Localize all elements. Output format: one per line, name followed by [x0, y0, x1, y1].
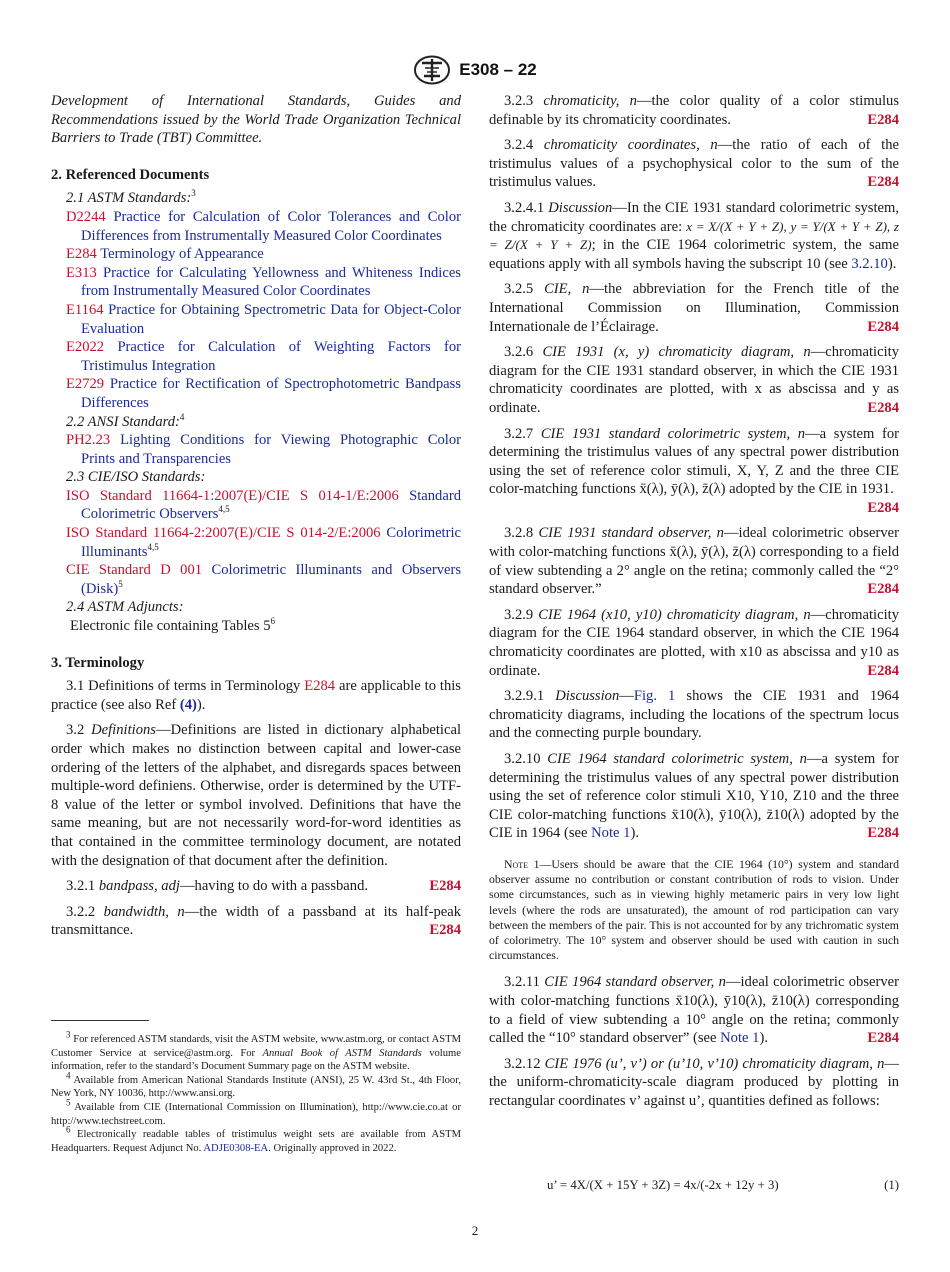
- text: Available from American National Standards Institute (ANSI), 25 W. 43rd St., 4th Floor, New York, NY 10036, http://www.ansi.org.: [51, 1074, 461, 1100]
- note-link[interactable]: Note 1: [591, 825, 631, 842]
- text: Annual Book of ASTM Standards: [262, 1047, 422, 1059]
- reference-title[interactable]: Colorimetric Illuminants: [81, 525, 461, 560]
- footnote-5: $^5$ Available from CIE (International Commission on Illumination), http://www.cie.co.at or http://www.techstreet.com.: [51, 1097, 461, 1127]
- term: CIE 1964 (x10, y10) chromaticity diagram, n: [538, 606, 811, 623]
- term: CIE 1931 standard observer, n: [538, 525, 724, 542]
- reference-title[interactable]: Practice for Calculation of Color Tolerances and Color Differences from Instrumentally Measured Color Coordinates: [81, 208, 461, 244]
- astm-logo-icon: [413, 55, 451, 85]
- definition-text: —the color quality of a color stimulus definable by its chromaticity coordinates.: [489, 93, 900, 128]
- term: chromaticity coordinates, n: [543, 137, 718, 154]
- e284-link[interactable]: E284: [867, 399, 899, 416]
- clause-number: 3.2.8: [504, 525, 539, 542]
- e284-link[interactable]: E284: [867, 825, 899, 842]
- section-3-title: 3. Terminology: [51, 654, 145, 671]
- astm-adjuncts-heading: [51, 598, 461, 617]
- reference-entry[interactable]: [51, 431, 461, 468]
- definition-text: —chromaticity diagram for the CIE 1931 standard observer, in which the CIE 1931 chromaticity coordinates are plotted, with x as abscissa and y as ordinate.: [489, 344, 899, 416]
- reference-title[interactable]: Lighting Conditions for Viewing Photographic Color Prints and Transparencies: [81, 432, 461, 467]
- definition-3-2-9: [489, 606, 899, 680]
- adjunct-link[interactable]: ADJE0308-EA: [203, 1142, 269, 1154]
- adjunct-entry: [51, 617, 461, 636]
- reference-code[interactable]: CIE Standard D 001: [66, 562, 203, 579]
- footnote-ref[interactable]: 4,5: [147, 541, 159, 552]
- definition-text: —chromaticity diagram for the CIE 1964 standard observer, in which the CIE 1964 chromaticity coordinates are plotted, with x10 as abscissa and y10 as ordinate.: [489, 606, 899, 679]
- text: ).: [887, 255, 897, 272]
- reference-entry[interactable]: [51, 301, 461, 338]
- e284-link[interactable]: E284: [867, 1030, 899, 1047]
- clause-number: 3.2.10: [504, 751, 548, 767]
- reference-link[interactable]: (4): [179, 696, 197, 713]
- equation-text: u’ = 4X/(X + 15Y + 3Z) = 4x/(-2x + 12y + 3): [547, 1178, 779, 1192]
- text: 3.1 Definitions of terms in Terminology: [66, 678, 305, 695]
- e284-link[interactable]: E284: [867, 174, 899, 191]
- definition-3-2-11: [489, 973, 899, 1047]
- definition-3-2-4: [489, 136, 899, 192]
- text: —: [619, 688, 634, 705]
- e284-link[interactable]: E284: [867, 111, 899, 128]
- reference-title[interactable]: Practice for Calculation of Weighting Factors for Tristimulus Integration: [81, 339, 461, 374]
- document-id: E308 – 22: [459, 59, 537, 79]
- definition-text: —ideal colorimetric observer with color-matching functions x̄(λ), ȳ(λ), z̄(λ) corresponding to a field of view subtending a 2° angle on the retina; commonly called the “2° standard observer.”: [489, 525, 899, 598]
- reference-entry[interactable]: [51, 208, 461, 245]
- clause-number: 3.2.9.1: [504, 688, 556, 705]
- text: —In the CIE 1931 standard colorimetric system, the chromaticity coordinates are:: [489, 199, 900, 235]
- reference-code[interactable]: D2244: [66, 208, 106, 225]
- term: CIE 1976 (u’, v’) or (u’10, v’10) chromaticity diagram, n: [544, 1055, 885, 1072]
- reference-entry[interactable]: [51, 524, 461, 561]
- footnote-ref[interactable]: 5: [118, 578, 123, 589]
- e284-link[interactable]: E284: [867, 318, 899, 335]
- paragraph-3-1: [51, 677, 461, 714]
- e284-link[interactable]: E284: [429, 878, 461, 895]
- clause-number: 3.2: [66, 722, 92, 739]
- astm-adjuncts-label: 2.4 ASTM Adjuncts:: [66, 599, 184, 616]
- definition-3-2-1: [51, 877, 461, 896]
- footnote-ref[interactable]: 3: [191, 188, 196, 199]
- footnote-ref[interactable]: 6: [270, 616, 276, 627]
- term: bandpass, adj: [98, 878, 180, 895]
- definition-3-2-12: [489, 1055, 899, 1111]
- clause-number: 3.2.5: [504, 281, 545, 298]
- reference-entry[interactable]: [51, 561, 461, 598]
- left-column: [51, 92, 461, 947]
- reference-code[interactable]: ISO Standard 11664-2:2007(E)/CIE S 014-2/E:2006: [66, 525, 381, 542]
- text: ; in the CIE 1964 colorimetric system, the same equations apply with all symbols having the subscript 10 (see: [489, 237, 900, 272]
- intro-text: Development of International Standards, Guides and Recommendations issued by the World Trade Organization Technical Barriers to Trade (TBT) Committee.: [51, 93, 461, 147]
- text: ).: [630, 825, 639, 842]
- adjunct-text: Electronic file containing Tables 5: [70, 618, 271, 635]
- footnote-3: $^3$ For referenced ASTM standards, visit the ASTM website, www.astm.org, or contact ASTM Customer Service at service@astm.org. For Annual Book of ASTM Standards volume information, refer to the standard’s Document Summary page on the ASTM website.: [51, 1029, 462, 1073]
- text: Electronically readable tables of tristimulus weight sets are available from ASTM Headquarters. Request Adjunct No.: [51, 1129, 461, 1154]
- reference-code[interactable]: E1164: [66, 301, 104, 318]
- clause-number: 3.2.1: [66, 878, 99, 895]
- definition-3-2-3: [489, 92, 899, 129]
- cie-iso-standards-label: 2.3 CIE/ISO Standards:: [66, 469, 206, 486]
- e284-link[interactable]: E284: [867, 662, 899, 679]
- reference-code[interactable]: PH2.23: [66, 432, 111, 449]
- definition-3-2-6: [489, 343, 899, 417]
- astm-standards-heading: [51, 189, 461, 208]
- clause-number: 3.2.4: [504, 137, 544, 154]
- e284-link[interactable]: E284: [867, 581, 899, 598]
- term: Discussion: [555, 688, 620, 705]
- section-2-title: 2. Referenced Documents: [51, 166, 210, 183]
- cie-iso-standards-heading: [51, 468, 461, 487]
- definition-3-2-2: [51, 903, 461, 940]
- astm-reference-list: [51, 208, 461, 413]
- reference-code[interactable]: E2729: [66, 376, 105, 393]
- definition-text: —Definitions are listed in dictionary alphabetical order which makes no distinction between capital and lower-case ordering of the letters of the alphabet, and disregards spaces between multiple-word definiens. Otherwise, order is determined by the UTF-8 value of the letter or symbol involved. Definitions that have the same meaning, but are not necessarily word-for-word identities as that contained in the committee terminology document, are notated with the designation of that document after the definition.: [51, 722, 461, 869]
- ansi-standard-heading: [51, 413, 461, 432]
- equation-1: [489, 1176, 899, 1195]
- reference-entry[interactable]: [51, 338, 461, 375]
- footnote-divider: [51, 1020, 149, 1021]
- footnote-ref[interactable]: 4: [179, 411, 185, 422]
- reference-code[interactable]: E2022: [66, 339, 105, 356]
- footnote-4: $^4$ Available from American National Standards Institute (ANSI), 25 W. 43rd St., 4th Floor, New York, NY 10036, http://www.ansi.org.: [51, 1070, 461, 1100]
- term: Discussion: [548, 199, 613, 216]
- reference-title[interactable]: Terminology of Appearance: [100, 246, 264, 263]
- equation-number: (1): [884, 1178, 899, 1192]
- definition-text: —the ratio of each of the tristimulus values of a psychophysical color to the sum of the tristimulus values.: [489, 137, 899, 191]
- right-column: [489, 92, 899, 1111]
- note-1: [489, 857, 899, 963]
- reference-title[interactable]: Practice for Rectification of Spectrophotometric Bandpass Differences: [81, 376, 461, 411]
- definition-text: —having to do with a passband.: [179, 878, 369, 895]
- reference-title[interactable]: Practice for Obtaining Spectrometric Data for Object-Color Evaluation: [81, 301, 461, 337]
- definition-text: —the abbreviation for the French title of the International Commission on Illumination, Commission Internationale de l’Éclairage.: [489, 281, 899, 335]
- term: Definitions: [91, 722, 156, 739]
- ansi-standard-label: 2.2 ANSI Standard:: [66, 413, 180, 430]
- inline-equation: x = X/(X + Y + Z), y = Y/(X + Y + Z), z = Z/(X + Y + Z): [489, 218, 899, 253]
- clause-number: 3.2.6: [504, 344, 543, 361]
- clause-number: 3.2.4.1: [504, 199, 549, 216]
- reference-code[interactable]: E313: [66, 264, 97, 281]
- definition-text: —ideal colorimetric observer with color-matching functions x̄10(λ), ȳ10(λ), z̄10(λ) corresponding to a field of view subtending a 10° angle on the retina; commonly called the “10° standard observer” (see: [489, 974, 900, 1047]
- reference-title[interactable]: Standard Colorimetric Observers: [81, 487, 461, 523]
- term: CIE, n: [544, 281, 590, 298]
- text: Available from CIE (International Commission on Illumination), http://www.cie.co.at or http://www.techstreet.com.: [51, 1101, 461, 1127]
- reference-code[interactable]: E284: [66, 246, 97, 263]
- definition-text: —the width of a passband at its half-peak transmittance.: [51, 903, 461, 939]
- figure-link[interactable]: Fig. 1: [633, 688, 676, 705]
- section-link[interactable]: 3.2.10: [851, 255, 888, 272]
- astm-standards-label: 2.1 ASTM Standards:: [66, 190, 192, 207]
- reference-entry[interactable]: [51, 264, 461, 301]
- definition-text: —a system for determining the tristimulus values of any spectral power distribution using the set of reference color stimuli, X, Y, Z and the three CIE color-matching functions x̄(λ), ȳ(λ), z̄(λ) adopted by the CIE in 1931.: [489, 425, 899, 498]
- note-text: —Users should be aware that the CIE 1964 (10°) system and standard observer assume no contribution or constant contribution of rods to vision. Under some circumstances, such as in viewing highly metameric pairs in very low light levels (where the rods are unsaturated), the amount of rod participation can vary between the members of the pair. This is not accounted for by any trichromatic system of colorimetry. The 10° system and observer should be used with caution in such circumstances.: [489, 856, 900, 963]
- reference-entry[interactable]: [51, 375, 461, 412]
- clause-number: 3.2.11: [504, 974, 545, 991]
- clause-number: 3.2.7: [504, 425, 541, 442]
- definition-text: —a system for determining the tristimulus values of any spectral power distribution using the set of reference color stimuli X10, Y10, Z10 and the three CIE color-matching functions x̄10(λ), ȳ10(λ), z̄10(λ) adopted by the CIE in 1964 (see: [489, 751, 899, 842]
- footnote-6: $^6$ Electronically readable tables of tristimulus weight sets are available from ASTM Headquarters. Request Adjunct No. ADJE0308-EA. Originally approved in 2022.: [51, 1124, 461, 1154]
- term: bandwidth, n: [103, 903, 185, 920]
- reference-title[interactable]: Practice for Calculating Yellowness and Whiteness Indices from Instrumentally Measured Color Coordinates: [81, 264, 461, 300]
- term: CIE 1931 (x, y) chromaticity diagram, n: [542, 344, 811, 361]
- footnotes: [51, 1020, 461, 1155]
- text: volume information, refer to the standard’s Document Summary page on the ASTM website.: [51, 1047, 461, 1073]
- definition-3-2-5: [489, 280, 899, 336]
- footnote-ref[interactable]: 4,5: [218, 504, 230, 515]
- text: ).: [759, 1030, 768, 1047]
- standard-link[interactable]: E284: [304, 678, 336, 695]
- clause-number: 3.2.9: [504, 606, 539, 623]
- text: . Originally approved in 2022.: [268, 1142, 397, 1154]
- reference-entry[interactable]: [51, 487, 461, 524]
- term: CIE 1964 standard observer, n: [544, 974, 726, 991]
- paragraph-3-2: [51, 721, 461, 870]
- text: For referenced ASTM standards, visit the ASTM website, www.astm.org, or contact ASTM Customer Service at service@astm.org. For: [51, 1034, 462, 1059]
- clause-number: 3.2.2: [66, 903, 104, 920]
- text: are applicable to this practice (see also Ref: [51, 678, 461, 713]
- term: CIE 1931 standard colorimetric system, n: [540, 425, 806, 442]
- clause-number: 3.2.12: [504, 1055, 545, 1072]
- definition-3-2-7: [489, 425, 899, 518]
- clause-number: 3.2.3: [504, 93, 544, 109]
- reference-entry[interactable]: [51, 245, 461, 264]
- e284-link[interactable]: E284: [867, 499, 899, 516]
- definition-3-2-10: [489, 750, 899, 843]
- note-label: Note 1: [504, 856, 540, 871]
- e284-link[interactable]: E284: [429, 922, 461, 939]
- reference-code[interactable]: ISO Standard 11664-1:2007(E)/CIE S 014-1/E:2006: [66, 487, 399, 504]
- discussion-3-2-4-1: [489, 199, 899, 273]
- reference-title[interactable]: Colorimetric Illuminants and Observers (Disk): [81, 562, 462, 597]
- term: chromaticity, n: [543, 93, 637, 109]
- discussion-3-2-9-1: [489, 687, 899, 743]
- definition-text: —the uniform-chromaticity-scale diagram produced by plotting in rectangular coordinates v’ against u’, quantities defined as follows:: [489, 1055, 899, 1109]
- definition-3-2-8: [489, 524, 899, 598]
- page-header: [0, 55, 950, 85]
- term: CIE 1964 standard colorimetric system, n: [547, 751, 807, 767]
- page-number: 2: [471, 1223, 479, 1238]
- note-link[interactable]: Note 1: [720, 1030, 760, 1047]
- text: shows the CIE 1931 and 1964 chromaticity diagrams, including the locations of the spectrum locus and the connecting purple boundary.: [489, 688, 900, 742]
- text: ).: [196, 696, 206, 713]
